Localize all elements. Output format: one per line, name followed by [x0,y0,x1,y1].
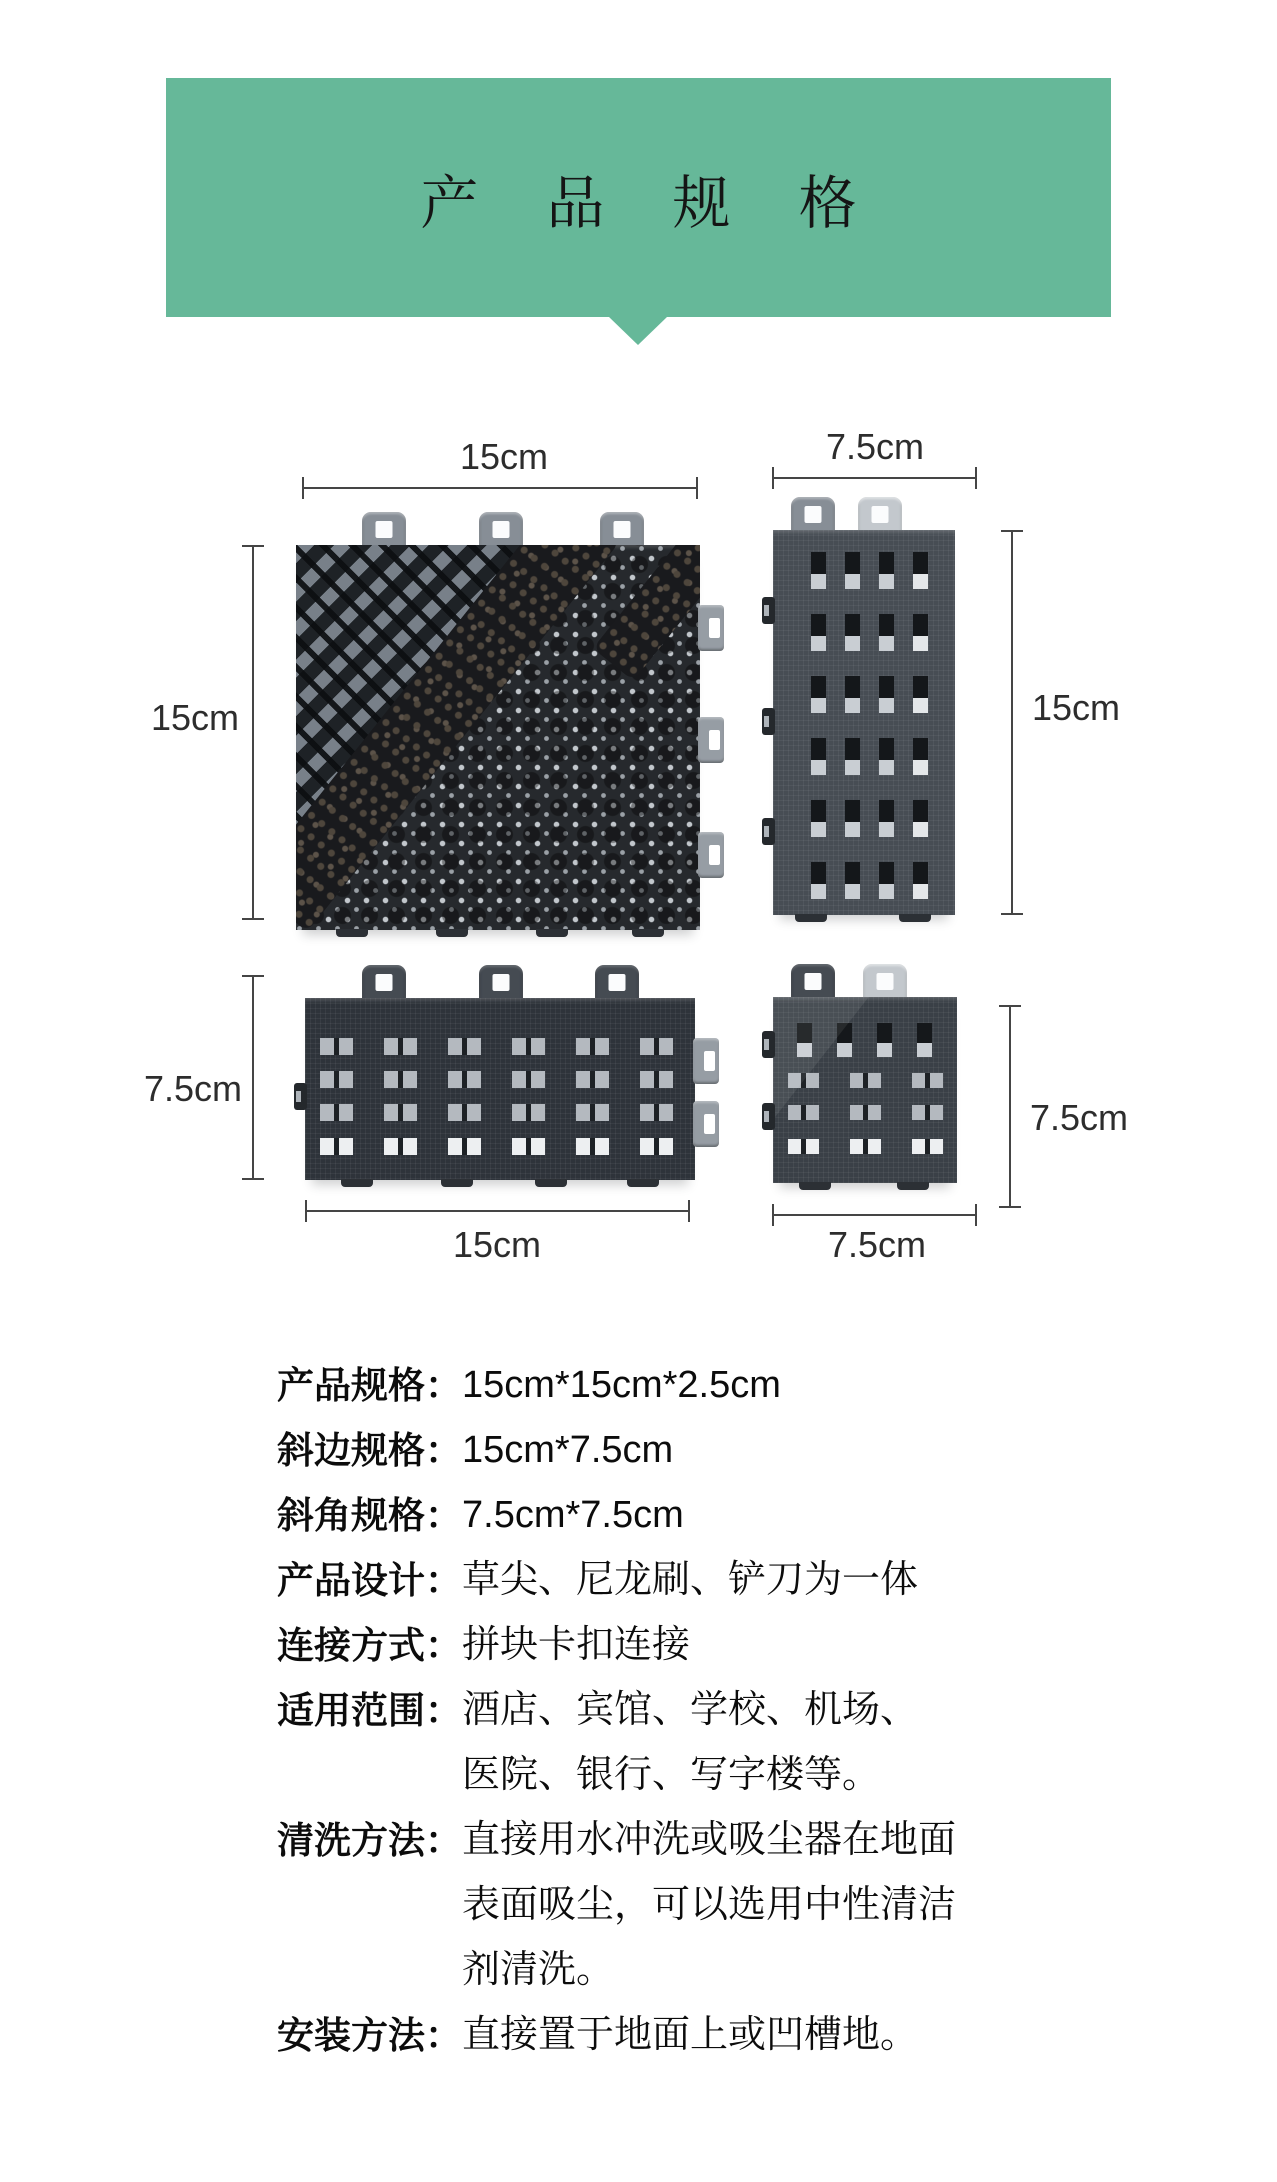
tile-corner-square [773,997,957,1183]
side-connector [294,1083,307,1110]
dim-line-main-height [252,545,254,920]
dim-line-strip-width [305,1210,690,1212]
spec-list [277,1353,956,2068]
tile-foot [536,929,568,937]
tile-foot [341,1179,373,1187]
tile-corner-surface [773,997,957,1183]
spec-label: 安装方法： [277,2015,462,2056]
spec-label: 产品设计： [277,1560,462,1601]
tile-foot [627,1179,659,1187]
side-connector [762,818,775,845]
side-connector [762,708,775,735]
tile-corner-sheen [773,997,957,1183]
side-connector [693,1101,719,1147]
tile-foot [632,929,664,937]
side-connector [693,1038,719,1084]
spec-row-bevel-size [277,1418,956,1483]
tile-strip-horizontal [305,998,695,1180]
tile-foot [441,1179,473,1187]
spec-value-line: 15cm*15cm*2.5cm [462,1364,781,1406]
spec-row-product-design [277,1548,956,1613]
spec-label: 产品规格： [277,1365,462,1406]
page-title: 产 品 规 格 [420,170,883,236]
tile-foot [795,914,827,922]
tile-main-square [296,545,700,930]
dim-label-corner-width: 7.5cm [827,1224,927,1265]
spec-row-corner-size [277,1483,956,1548]
tile-foot [336,929,368,937]
spec-label: 斜角规格： [277,1495,462,1536]
spec-value-line: 医院、银行、写字楼等。 [462,1754,881,1796]
tile-foot [799,1182,831,1190]
tile-edge-vertical [773,530,955,915]
dim-label-strip-width: 15cm [452,1224,542,1265]
dim-label-main-width: 15cm [459,436,549,477]
spec-value-line: 酒店、宾馆、学校、机场、 [462,1689,919,1731]
dim-line-corner-width [772,1214,977,1216]
spec-value-line: 直接置于地面上或凹槽地。 [462,2014,919,2056]
side-connector [698,832,724,878]
tile-foot [436,929,468,937]
side-connector [698,717,724,763]
spec-row-product-size [277,1353,956,1418]
dim-line-main-width [302,487,698,489]
spec-row-application [277,1678,956,1808]
side-connector [762,1031,775,1058]
dim-line-corner-height [1009,1005,1011,1208]
dim-label-main-height: 15cm [150,697,240,738]
tile-foot [535,1179,567,1187]
banner-pointer-icon [609,317,667,345]
spec-row-connection [277,1613,956,1678]
side-connector [698,605,724,651]
spec-label: 适用范围： [277,1690,462,1731]
spec-row-installation [277,2003,956,2068]
side-connector [762,597,775,624]
dim-label-corner-height: 7.5cm [1030,1097,1129,1138]
dim-label-edge-width: 7.5cm [825,426,925,467]
tile-strip-surface [305,998,695,1180]
spec-label: 连接方式： [277,1625,462,1666]
spec-value-line: 草尖、尼龙刷、铲刀为一体 [462,1559,919,1601]
tile-main-surface [296,545,700,930]
dim-line-edge-height [1011,530,1013,915]
tile-edge-surface [773,530,955,915]
dim-label-strip-height: 7.5cm [143,1068,243,1109]
dim-line-edge-width [772,477,977,479]
spec-value-line: 15cm*7.5cm [462,1429,674,1471]
header-banner [166,78,1111,317]
spec-value-line: 7.5cm*7.5cm [462,1494,684,1536]
tile-foot [897,1182,929,1190]
spec-row-cleaning [277,1808,956,2003]
spec-label: 清洗方法： [277,1820,462,1861]
spec-value-line: 拼块卡扣连接 [462,1624,691,1666]
nylon-brush-corner-strip [593,545,700,681]
spec-label: 斜边规格： [277,1430,462,1471]
tile-foot [899,914,931,922]
spec-value-line: 直接用水冲洗或吸尘器在地面 [462,1819,957,1861]
spec-value-line: 剂清洗。 [462,1949,615,1991]
side-connector [762,1103,775,1130]
dim-label-edge-height: 15cm [1032,687,1121,728]
spec-value-line: 表面吸尘，可以选用中性清洁 [462,1884,957,1926]
